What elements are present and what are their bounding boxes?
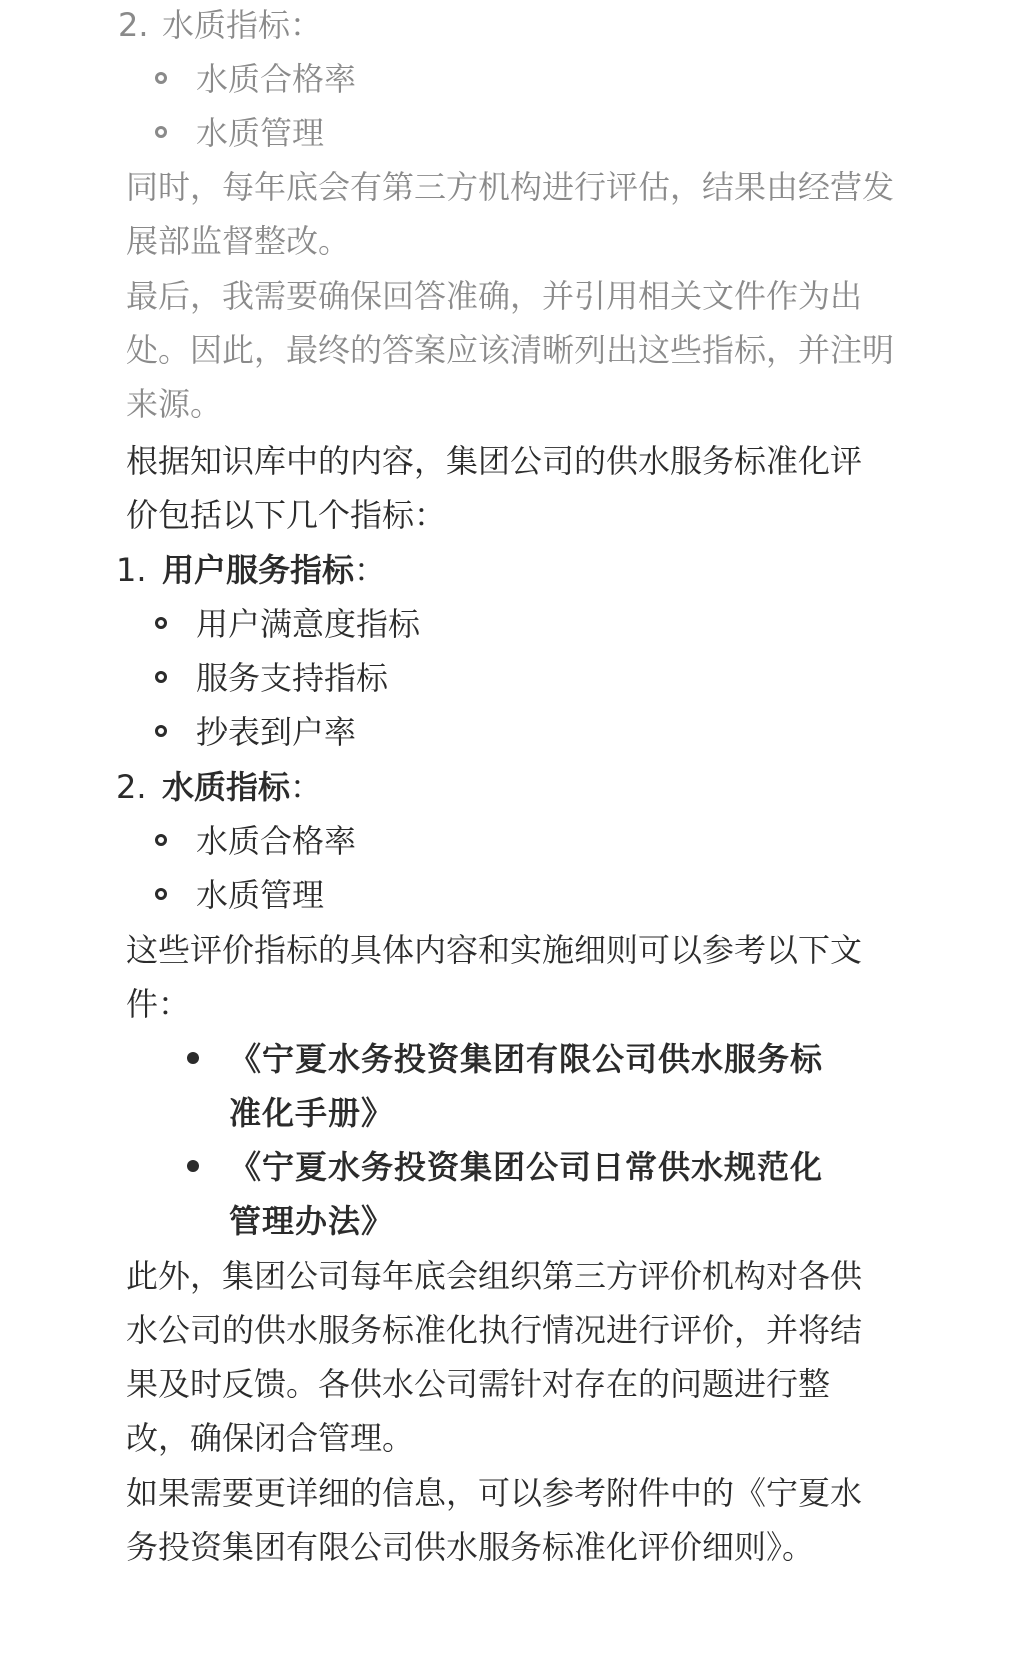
bullet-dot-icon xyxy=(187,1052,199,1064)
paragraph-line: 展部监督整改。 xyxy=(126,222,351,260)
paragraph-line: 来源。 xyxy=(126,385,223,423)
paragraph-line: 务投资集团有限公司供水服务标准化评价细则》。 xyxy=(126,1528,815,1566)
paragraph-line: 此外，集团公司每年底会组织第三方评价机构对各供 xyxy=(126,1257,863,1295)
list-item: 服务支持指标 xyxy=(196,659,389,697)
list-item: 水质管理 xyxy=(196,876,325,914)
list-item: 水质合格率 xyxy=(196,822,357,860)
paragraph-line: 处。因此，最终的答案应该清晰列出这些指标，并注明 xyxy=(126,331,895,369)
circle-bullet-icon xyxy=(155,72,167,84)
paragraph-line: 价包括以下几个指标： xyxy=(126,496,447,534)
paragraph-line: 如果需要更详细的信息，可以参考附件中的《宁夏水 xyxy=(126,1474,863,1512)
list-item-title xyxy=(162,758,322,816)
reference-title-line: 《宁夏水务投资集团有限公司供水服务标 xyxy=(229,1040,824,1078)
paragraph-line: 水公司的供水服务标准化执行情况进行评价，并将结 xyxy=(126,1311,863,1349)
list-item-title-bold: 水质指标 xyxy=(162,768,291,806)
reference-title-line: 管理办法》 xyxy=(229,1202,395,1240)
list-number: 1. xyxy=(116,551,147,589)
paragraph-line: 这些评价指标的具体内容和实施细则可以参考以下文 xyxy=(126,931,863,969)
circle-bullet-icon xyxy=(155,888,167,900)
reference-title-line: 准化手册》 xyxy=(229,1094,395,1132)
list-item-title: 水质指标： xyxy=(162,6,323,44)
list-number: 2. xyxy=(116,768,147,806)
circle-bullet-icon xyxy=(155,126,167,138)
circle-bullet-icon xyxy=(155,617,167,629)
list-item: 水质合格率 xyxy=(196,60,357,98)
paragraph-line: 改，确保闭合管理。 xyxy=(126,1419,415,1457)
paragraph-line: 件： xyxy=(126,985,191,1023)
list-item-title-bold: 用户服务指标 xyxy=(162,551,355,589)
paragraph-line: 果及时反馈。各供水公司需针对存在的问题进行整 xyxy=(126,1365,831,1403)
bullet-dot-icon xyxy=(187,1160,199,1172)
list-item: 用户满意度指标 xyxy=(196,605,421,643)
circle-bullet-icon xyxy=(155,671,167,683)
circle-bullet-icon xyxy=(155,834,167,846)
paragraph-line: 最后，我需要确保回答准确，并引用相关文件作为出 xyxy=(126,277,863,315)
list-item: 水质管理 xyxy=(196,114,325,152)
circle-bullet-icon xyxy=(155,725,167,737)
list-item-title xyxy=(162,541,386,599)
list-item-colon: ： xyxy=(354,551,387,589)
list-item: 抄表到户率 xyxy=(196,713,357,751)
list-item-colon: ： xyxy=(290,768,323,806)
list-number: 2. xyxy=(118,6,149,44)
paragraph-line: 根据知识库中的内容，集团公司的供水服务标准化评 xyxy=(126,442,863,480)
reference-title-line: 《宁夏水务投资集团公司日常供水规范化 xyxy=(229,1148,824,1186)
paragraph-line: 同时，每年底会有第三方机构进行评估，结果由经营发 xyxy=(126,168,895,206)
